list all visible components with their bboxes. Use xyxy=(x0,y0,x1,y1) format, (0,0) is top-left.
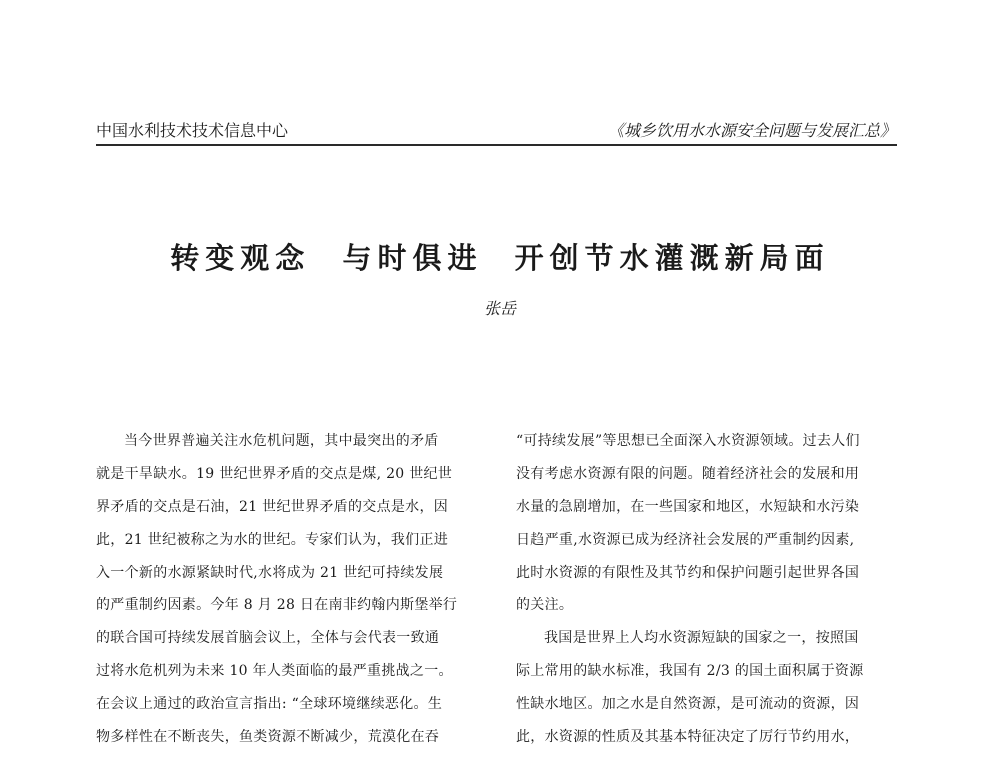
paragraph-line: 就是干旱缺水。19 世纪世界矛盾的交点是煤, 20 世纪世 xyxy=(96,465,453,482)
paragraph-line: 日趋严重,水资源已成为经济社会发展的严重制约因素, xyxy=(516,531,855,548)
paragraph-line: 当今世界普遍关注水危机问题，其中最突出的矛盾 xyxy=(124,433,439,449)
paragraph-line: 界矛盾的交点是石油，21 世纪世界矛盾的交点是水，因 xyxy=(96,498,449,515)
article-title: 转变观念 与时俱进 开创节水灌溉新局面 xyxy=(170,241,830,275)
paragraph-line: 的严重制约因素。今年 8 月 28 日在南非约翰内斯堡举行 xyxy=(96,597,458,614)
paragraph-line: 此时水资源的有限性及其节约和保护问题引起世界各国 xyxy=(516,564,860,581)
paragraph-line: 此，水资源的性质及其基本特征决定了厉行节约用水， xyxy=(516,729,860,746)
paragraph-line: 过将水危机列为未来 10 年人类面临的最严重挑战之一。 xyxy=(96,663,453,680)
paragraph-line: 物多样性在不断丧失，鱼类资源不断减少，荒漠化在吞 xyxy=(96,729,440,746)
header-divider xyxy=(96,144,897,146)
paragraph-line: 性缺水地区。加之水是自然资源，是可流动的资源，因 xyxy=(516,696,860,713)
text-column-right xyxy=(516,425,888,754)
article-author: 张岳 xyxy=(483,299,516,318)
paragraph-line: 在会议上通过的政治宣言指出: “全球环境继续恶化。生 xyxy=(96,696,443,713)
paragraph-line: 入一个新的水源紧缺时代,水将成为 21 世纪可持续发展 xyxy=(96,564,444,581)
paragraph-line: 水量的急剧增加，在一些国家和地区，水短缺和水污染 xyxy=(516,498,860,515)
text-column-left xyxy=(96,425,468,754)
paragraph-line: 我国是世界上人均水资源短缺的国家之一，按照国 xyxy=(544,630,859,647)
paragraph-line: 的联合国可持续发展首脑会议上，全体与会代表一致通 xyxy=(96,630,440,647)
header-collection-title: 《城乡饮用水水源安全问题与发展汇总》 xyxy=(607,121,896,140)
header-source: 中国水利技术技术信息中心 xyxy=(96,121,289,140)
paragraph-line: 的关注。 xyxy=(516,597,574,614)
paragraph-line: “可持续发展”等思想已全面深入水资源领域。过去人们 xyxy=(516,433,860,449)
paragraph-line: 际上常用的缺水标准，我国有 2/3 的国土面积属于资源 xyxy=(516,663,864,680)
paragraph-line: 没有考虑水资源有限的问题。随着经济社会的发展和用 xyxy=(516,465,860,482)
paragraph-line: 此，21 世纪被称之为水的世纪。专家们认为，我们正进 xyxy=(96,531,449,548)
